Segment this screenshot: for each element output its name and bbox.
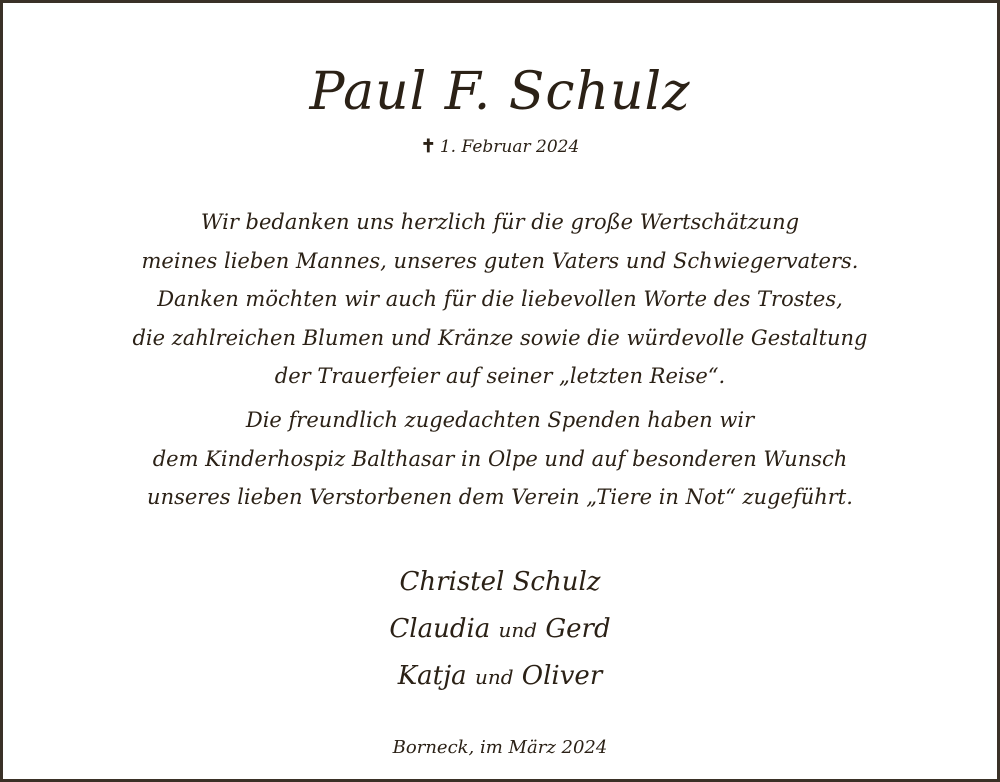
thanks-paragraph xyxy=(43,203,957,396)
family-name: Oliver xyxy=(521,661,603,691)
thanks-line: meines lieben Mannes, unseres guten Vaters und Schwiegervaters. xyxy=(141,248,859,273)
family-line-3 xyxy=(3,656,997,697)
thanks-line: die zahlreichen Blumen und Kränze sowie die würdevolle Gestaltung xyxy=(132,325,868,350)
place-and-date: Borneck, im März 2024 xyxy=(392,737,608,758)
family-name: Claudia xyxy=(389,614,491,644)
family-line-2 xyxy=(3,609,997,650)
family-line-1: Christel Schulz xyxy=(399,567,601,597)
donations-line: unseres lieben Verstorbenen dem Verein „Tiere in Not“ zugeführt. xyxy=(147,485,853,510)
donations-paragraph xyxy=(43,401,957,517)
cross-icon: ✝ xyxy=(420,136,436,157)
thanks-line: Wir bedanken uns herzlich für die große Wertschätzung xyxy=(200,210,800,234)
family-name: Katja xyxy=(397,661,467,691)
donations-line: dem Kinderhospiz Balthasar in Olpe und auf besonderen Wunsch xyxy=(152,446,848,471)
donations-line: Die freundlich zugedachten Spenden haben wir xyxy=(245,408,755,432)
death-date-line xyxy=(3,135,997,159)
deceased-name: Paul F. Schulz xyxy=(309,62,691,122)
family-conjunction: und xyxy=(498,618,538,642)
thanks-line: der Trauerfeier auf seiner „letzten Reise“. xyxy=(274,364,726,389)
death-date: 1. Februar 2024 xyxy=(439,137,580,157)
family-conjunction: und xyxy=(474,665,514,689)
thanks-line: Danken möchten wir auch für die liebevollen Worte des Trostes, xyxy=(157,287,843,312)
family-name: Gerd xyxy=(545,614,611,644)
